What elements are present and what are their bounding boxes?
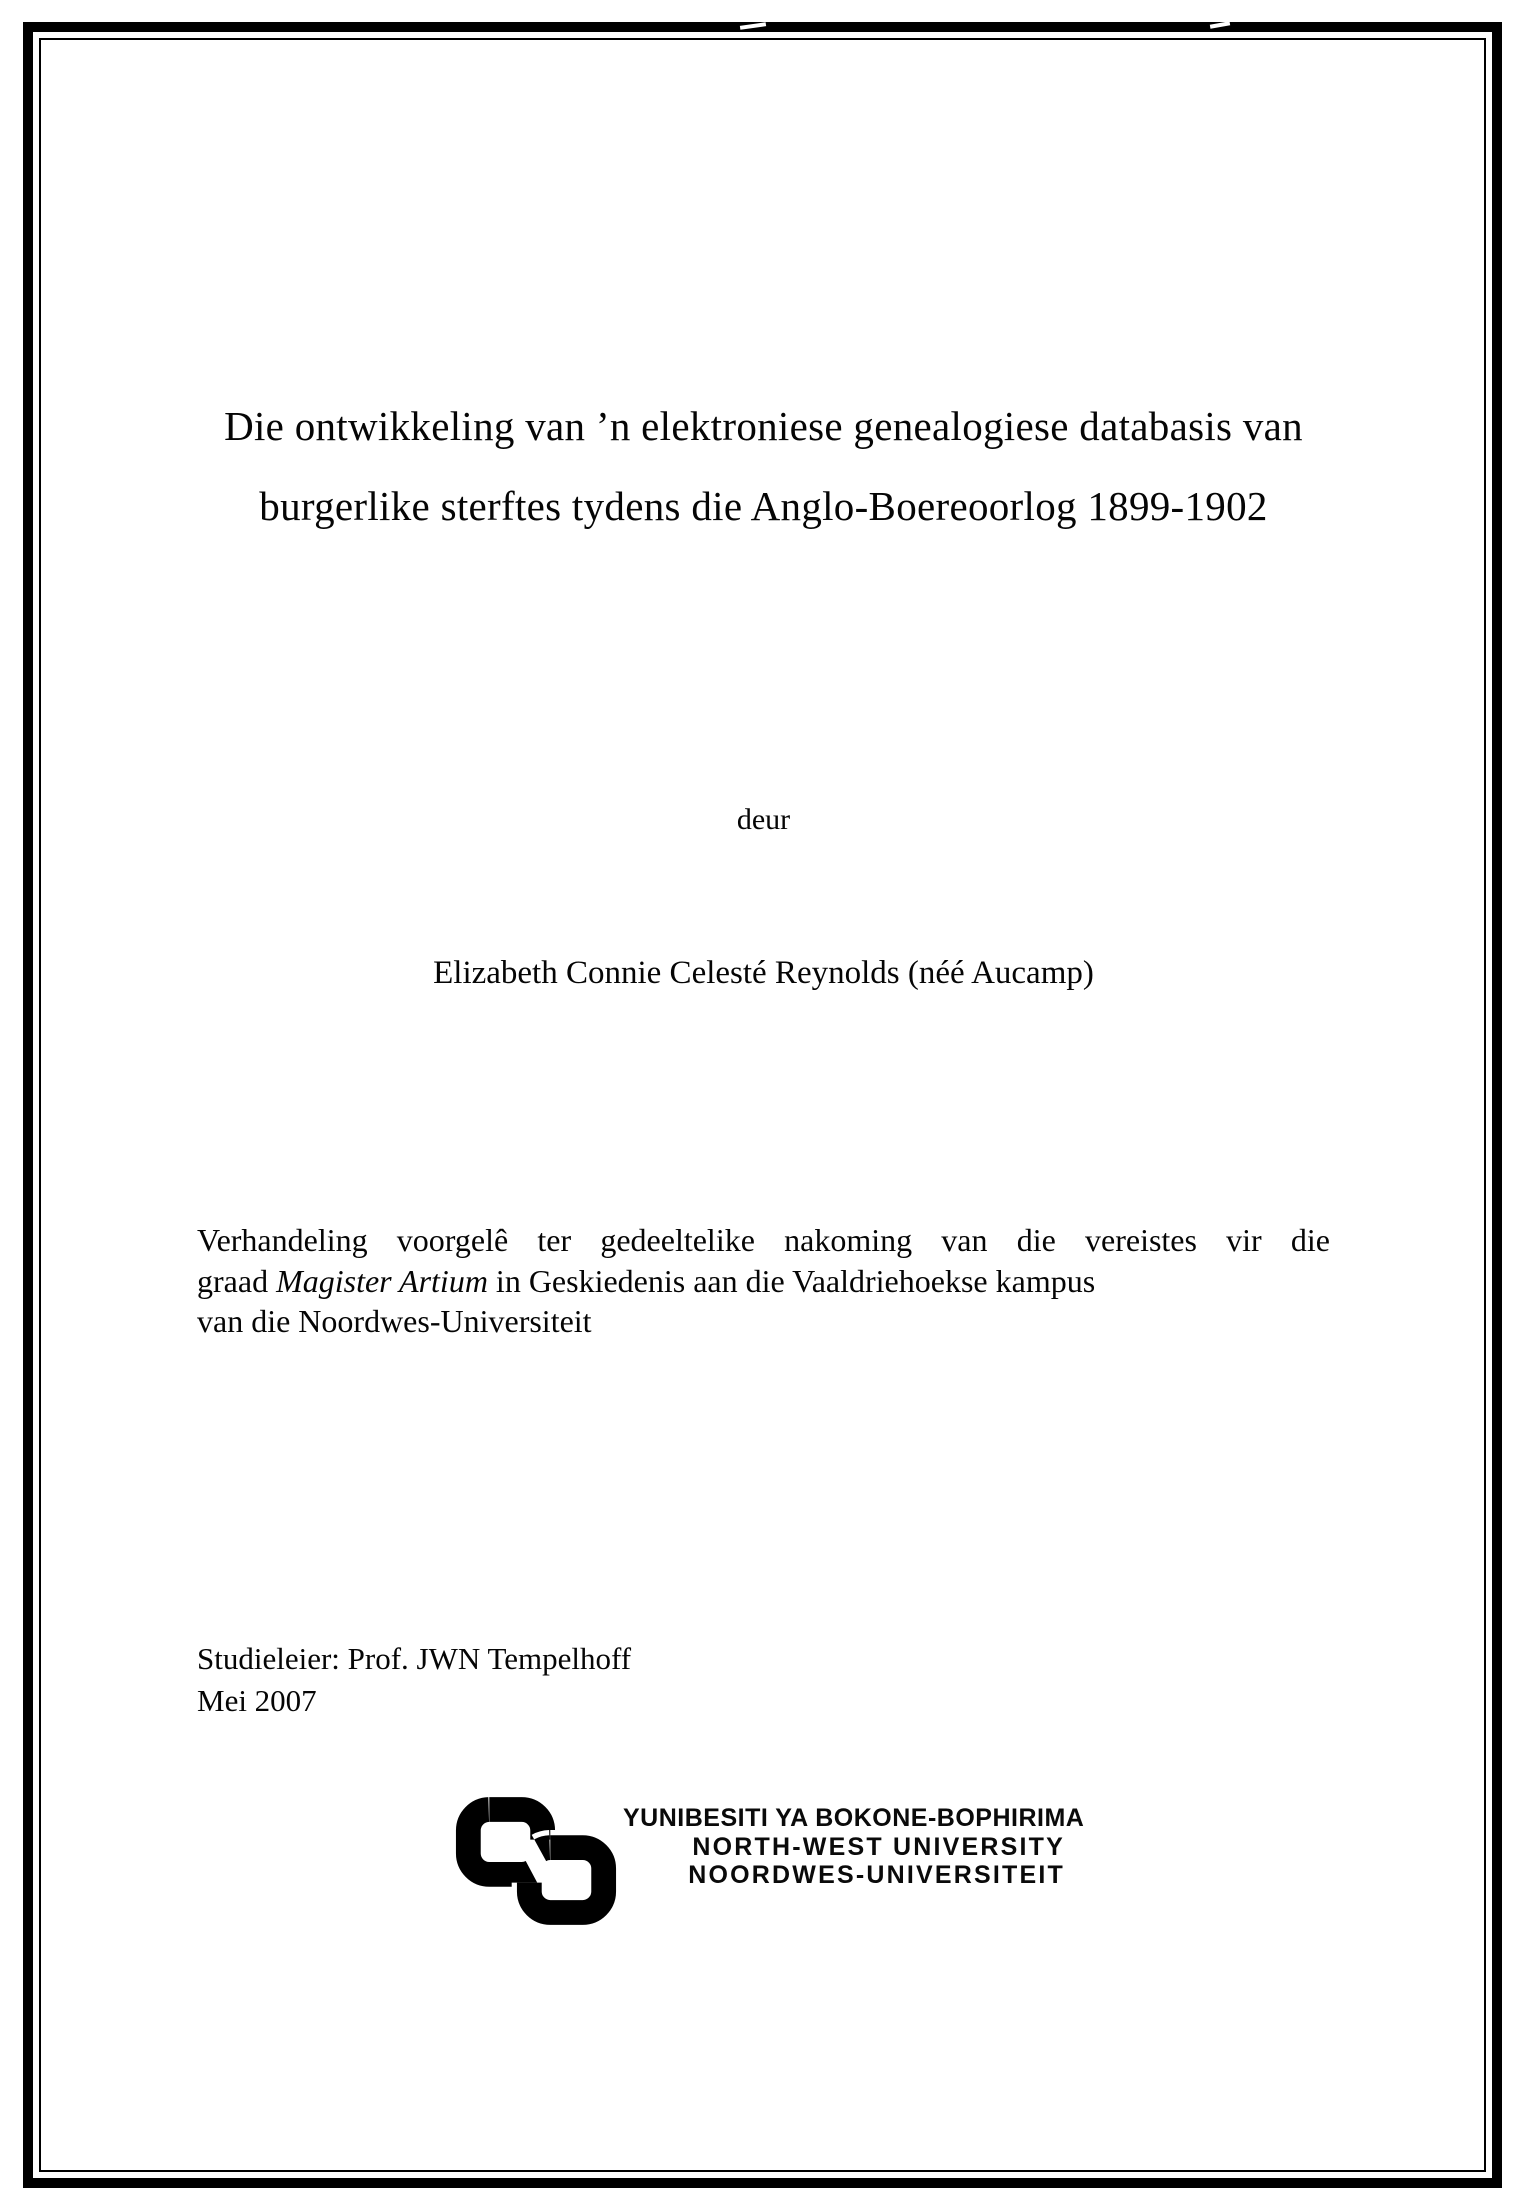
university-name-setswana: YUNIBESITI YA BOKONE-BOPHIRIMA xyxy=(623,1804,1085,1832)
statement-line2-prefix: graad xyxy=(197,1262,277,1299)
statement-line2 xyxy=(197,1261,1330,1302)
statement-line3: van die Noordwes-Universiteit xyxy=(197,1303,592,1339)
university-name-afrikaans: NOORDWES-UNIVERSITEIT xyxy=(688,1861,1065,1889)
byline-deur: deur xyxy=(736,803,791,836)
date-line: Mei 2007 xyxy=(197,1683,317,1718)
submission-statement xyxy=(197,1220,1330,1342)
university-logo-text xyxy=(623,1796,1085,1889)
thesis-title xyxy=(80,386,1447,546)
supervisor-and-date xyxy=(197,1638,631,1722)
degree-name-italic: Magister Artium xyxy=(276,1262,488,1299)
university-logo xyxy=(455,1796,1085,1926)
statement-line2-suffix: in Geskiedenis aan die Vaaldriehoekse kampus xyxy=(487,1262,1096,1299)
supervisor-line: Studieleier: Prof. JWN Tempelhoff xyxy=(197,1641,632,1676)
thesis-title-line2: burgerlike sterftes tydens die Anglo-Boereoorlog 1899-1902 xyxy=(259,483,1268,529)
nwu-chain-links-logo xyxy=(455,1796,617,1926)
university-name-english: NORTH-WEST UNIVERSITY xyxy=(692,1833,1065,1861)
thesis-title-line1: Die ontwikkeling van ’n elektroniese genealogiese databasis van xyxy=(224,403,1303,449)
author-name: Elizabeth Connie Celesté Reynolds (néé Aucamp) xyxy=(433,955,1094,991)
statement-line1: Verhandeling voorgelê ter gedeeltelike nakoming van die vereistes vir die xyxy=(197,1222,1330,1258)
